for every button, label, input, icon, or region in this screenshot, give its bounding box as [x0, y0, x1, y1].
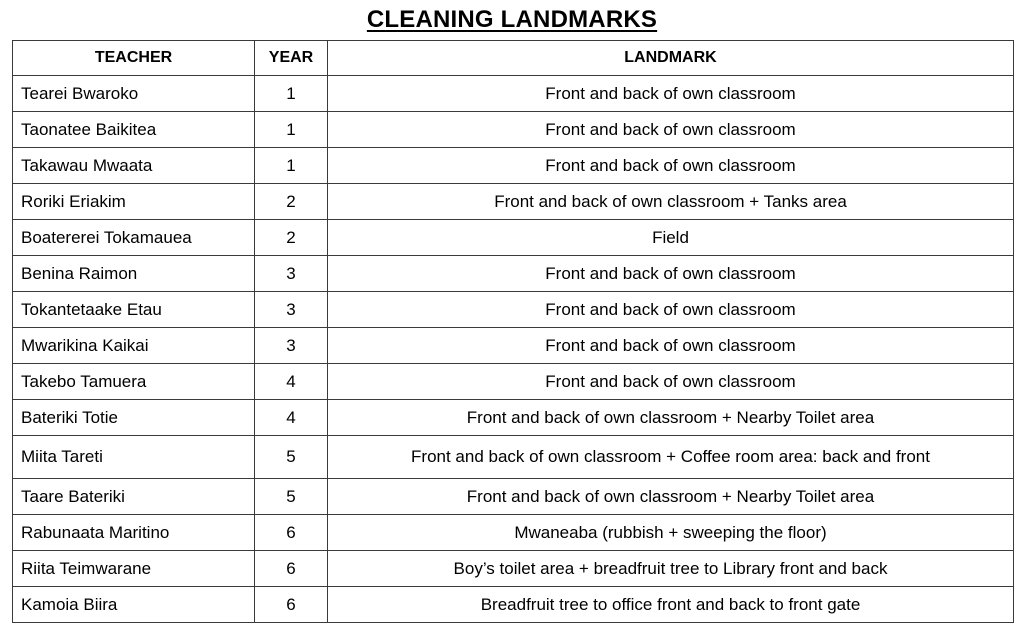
column-header-teacher: TEACHER: [13, 41, 255, 76]
table-row: [13, 364, 1014, 400]
table-header-row: [13, 41, 1014, 76]
year-cell: 2: [255, 220, 328, 256]
landmark-cell: Front and back of own classroom: [328, 148, 1014, 184]
teacher-cell: Tokantetaake Etau: [13, 292, 255, 328]
teacher-cell: Taare Bateriki: [13, 479, 255, 515]
teacher-cell: Boatererei Tokamauea: [13, 220, 255, 256]
landmark-cell: Front and back of own classroom: [328, 292, 1014, 328]
teacher-cell: Tearei Bwaroko: [13, 76, 255, 112]
teacher-cell: Miita Tareti: [13, 436, 255, 479]
teacher-cell: Riita Teimwarane: [13, 551, 255, 587]
teacher-cell: Bateriki Totie: [13, 400, 255, 436]
page-title: CLEANING LANDMARKS: [366, 6, 658, 33]
teacher-cell: Benina Raimon: [13, 256, 255, 292]
table-row: [13, 587, 1014, 623]
table-row: [13, 76, 1014, 112]
teacher-cell: Takawau Mwaata: [13, 148, 255, 184]
landmark-cell: Front and back of own classroom + Nearby Toilet area: [328, 479, 1014, 515]
year-cell: 4: [255, 364, 328, 400]
teacher-cell: Kamoia Biira: [13, 587, 255, 623]
landmark-cell: Breadfruit tree to office front and back to front gate: [328, 587, 1014, 623]
landmark-cell: Front and back of own classroom: [328, 364, 1014, 400]
table-row: [13, 400, 1014, 436]
year-cell: 5: [255, 436, 328, 479]
table-row: [13, 184, 1014, 220]
column-header-landmark: LANDMARK: [328, 41, 1014, 76]
table-row: [13, 551, 1014, 587]
table-row: [13, 256, 1014, 292]
landmark-cell: Mwaneaba (rubbish + sweeping the floor): [328, 515, 1014, 551]
year-cell: 6: [255, 515, 328, 551]
teacher-cell: Takebo Tamuera: [13, 364, 255, 400]
table-row: [13, 112, 1014, 148]
landmark-cell: Front and back of own classroom: [328, 328, 1014, 364]
table-row: [13, 220, 1014, 256]
column-header-year: YEAR: [255, 41, 328, 76]
landmark-cell: Field: [328, 220, 1014, 256]
landmark-cell: Front and back of own classroom: [328, 112, 1014, 148]
year-cell: 3: [255, 292, 328, 328]
year-cell: 3: [255, 256, 328, 292]
table-row: [13, 515, 1014, 551]
landmark-cell: Front and back of own classroom: [328, 76, 1014, 112]
landmark-cell: Front and back of own classroom + Tanks area: [328, 184, 1014, 220]
year-cell: 5: [255, 479, 328, 515]
year-cell: 4: [255, 400, 328, 436]
table-row: [13, 328, 1014, 364]
year-cell: 6: [255, 587, 328, 623]
table-row: [13, 479, 1014, 515]
landmark-cell: Front and back of own classroom: [328, 256, 1014, 292]
table-row: [13, 436, 1014, 479]
year-cell: 1: [255, 148, 328, 184]
cleaning-landmarks-table: [12, 40, 1014, 623]
year-cell: 2: [255, 184, 328, 220]
teacher-cell: Roriki Eriakim: [13, 184, 255, 220]
table-row: [13, 292, 1014, 328]
year-cell: 6: [255, 551, 328, 587]
teacher-cell: Mwarikina Kaikai: [13, 328, 255, 364]
year-cell: 1: [255, 112, 328, 148]
landmark-cell: Front and back of own classroom + Nearby Toilet area: [328, 400, 1014, 436]
year-cell: 3: [255, 328, 328, 364]
teacher-cell: Rabunaata Maritino: [13, 515, 255, 551]
landmark-cell: Boy’s toilet area + breadfruit tree to Library front and back: [328, 551, 1014, 587]
teacher-cell: Taonatee Baikitea: [13, 112, 255, 148]
table-row: [13, 148, 1014, 184]
year-cell: 1: [255, 76, 328, 112]
landmark-cell: Front and back of own classroom + Coffee room area: back and front: [328, 436, 1014, 479]
